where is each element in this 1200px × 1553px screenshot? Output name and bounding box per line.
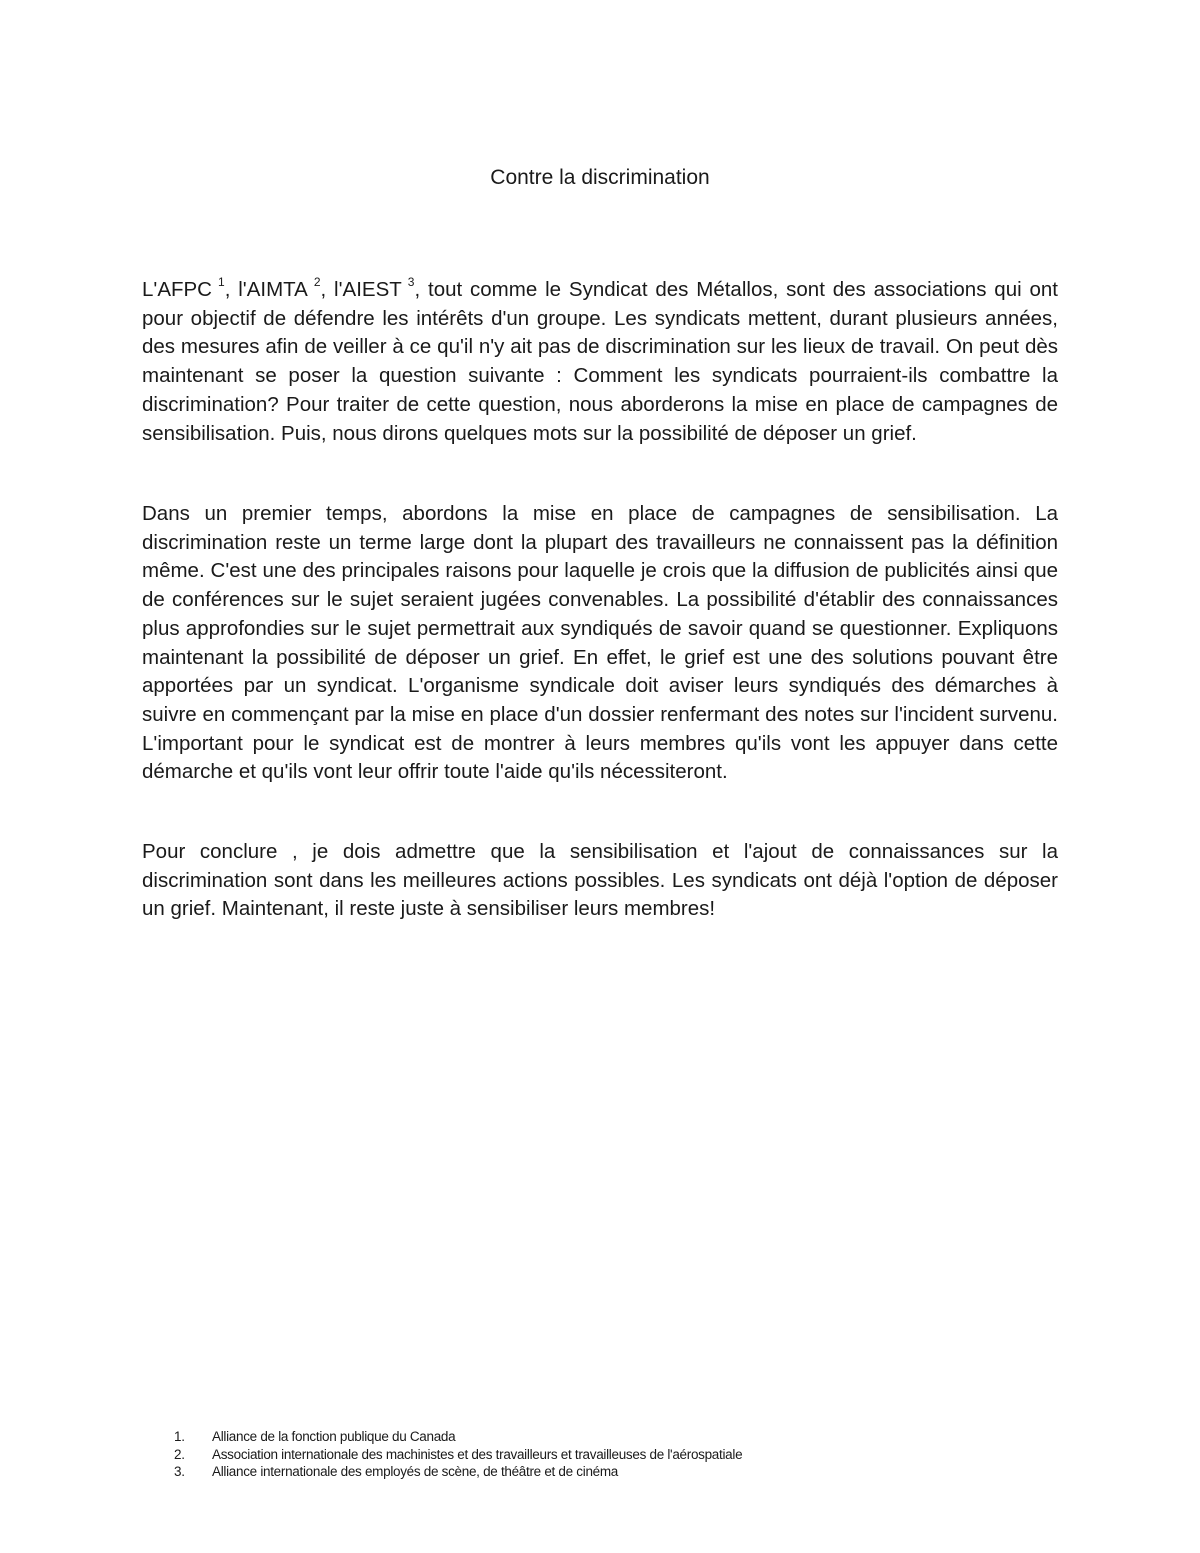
footnotes-list xyxy=(174,1428,1074,1481)
intro-paragraph xyxy=(142,276,1058,448)
footnote-ref-2[interactable]: 2 xyxy=(313,274,321,289)
footnote-item xyxy=(174,1428,1074,1446)
footnote-number: 3. xyxy=(174,1464,185,1479)
paragraph-text: Dans un premier temps, abordons la mise en place de campagnes de sensibilisation. La discrimination reste un terme large dont la plupart des travailleurs ne connaissent pas la définition même. C'est une des principales raisons pour laquelle je crois que la diffusion de publicités ainsi que de conférences sur le sujet seraient jugées convenables. La possibilité d'établir des connaissances plus approfondies sur le sujet permettrait aux syndiqués de savoir quand se questionner. Expliquons maintenant la possibilité de déposer un grief. En effet, le grief est une des solutions pouvant être apportées par un syndicat. L'organisme syndicale doit aviser leurs syndiqués des démarches à suivre en commençant par la mise en place d'un dossier renfermant des notes sur l'incident survenu. L'important pour le syndicat est de montrer à leurs membres qu'ils vont les appuyer dans cette démarche et qu'ils vont leur offrir toute l'aide qu'ils nécessiteront. xyxy=(142,502,1058,784)
footnote-number: 1. xyxy=(174,1429,185,1444)
org-afpc: L'AFPC xyxy=(142,278,212,301)
body-paragraph-2 xyxy=(142,500,1058,787)
footnote-text: Alliance de la fonction publique du Canada xyxy=(212,1429,456,1444)
intro-text: , tout comme le Syndicat des Métallos, sont des associations qui ont pour objectif de défendre les intérêts d'un groupe. Les syndicats mettent, durant plusieurs années, des mesures afin de veiller à ce qu'il n'y ait pas de discrimination sur les lieux de travail. On peut dès maintenant se poser la question suivante : Comment les syndicats pourraient-ils combattre la discrimination? Pour traiter de cette question, nous aborderons la mise en place de campagnes de sensibilisation. Puis, nous dirons quelques mots sur la possibilité de déposer un grief. xyxy=(142,278,1058,445)
org-aimta: , l'AIMTA xyxy=(224,278,308,301)
paragraph-text: Pour conclure , je dois admettre que la sensibilisation et l'ajout de connaissances sur la discrimination sont dans les meilleures actions possibles. Les syndicats ont déjà l'option de déposer un grief. Maintenant, il reste juste à sensibiliser leurs membres! xyxy=(142,840,1058,921)
org-aiest: , l'AIEST xyxy=(320,278,402,301)
footnote-ref-3[interactable]: 3 xyxy=(407,274,415,289)
footnote-text: Alliance internationale des employés de scène, de théâtre et de cinéma xyxy=(212,1464,619,1479)
footnote-item xyxy=(174,1463,1074,1481)
footnote-text: Association internationale des machinistes et des travailleurs et travailleuses de l'aérospatiale xyxy=(212,1446,743,1462)
document-title: Contre la discrimination xyxy=(490,166,710,189)
footnote-ref-1[interactable]: 1 xyxy=(218,274,225,289)
footnote-number: 2. xyxy=(174,1446,185,1462)
conclusion-paragraph xyxy=(142,838,1058,924)
footnote-item xyxy=(174,1446,1074,1464)
